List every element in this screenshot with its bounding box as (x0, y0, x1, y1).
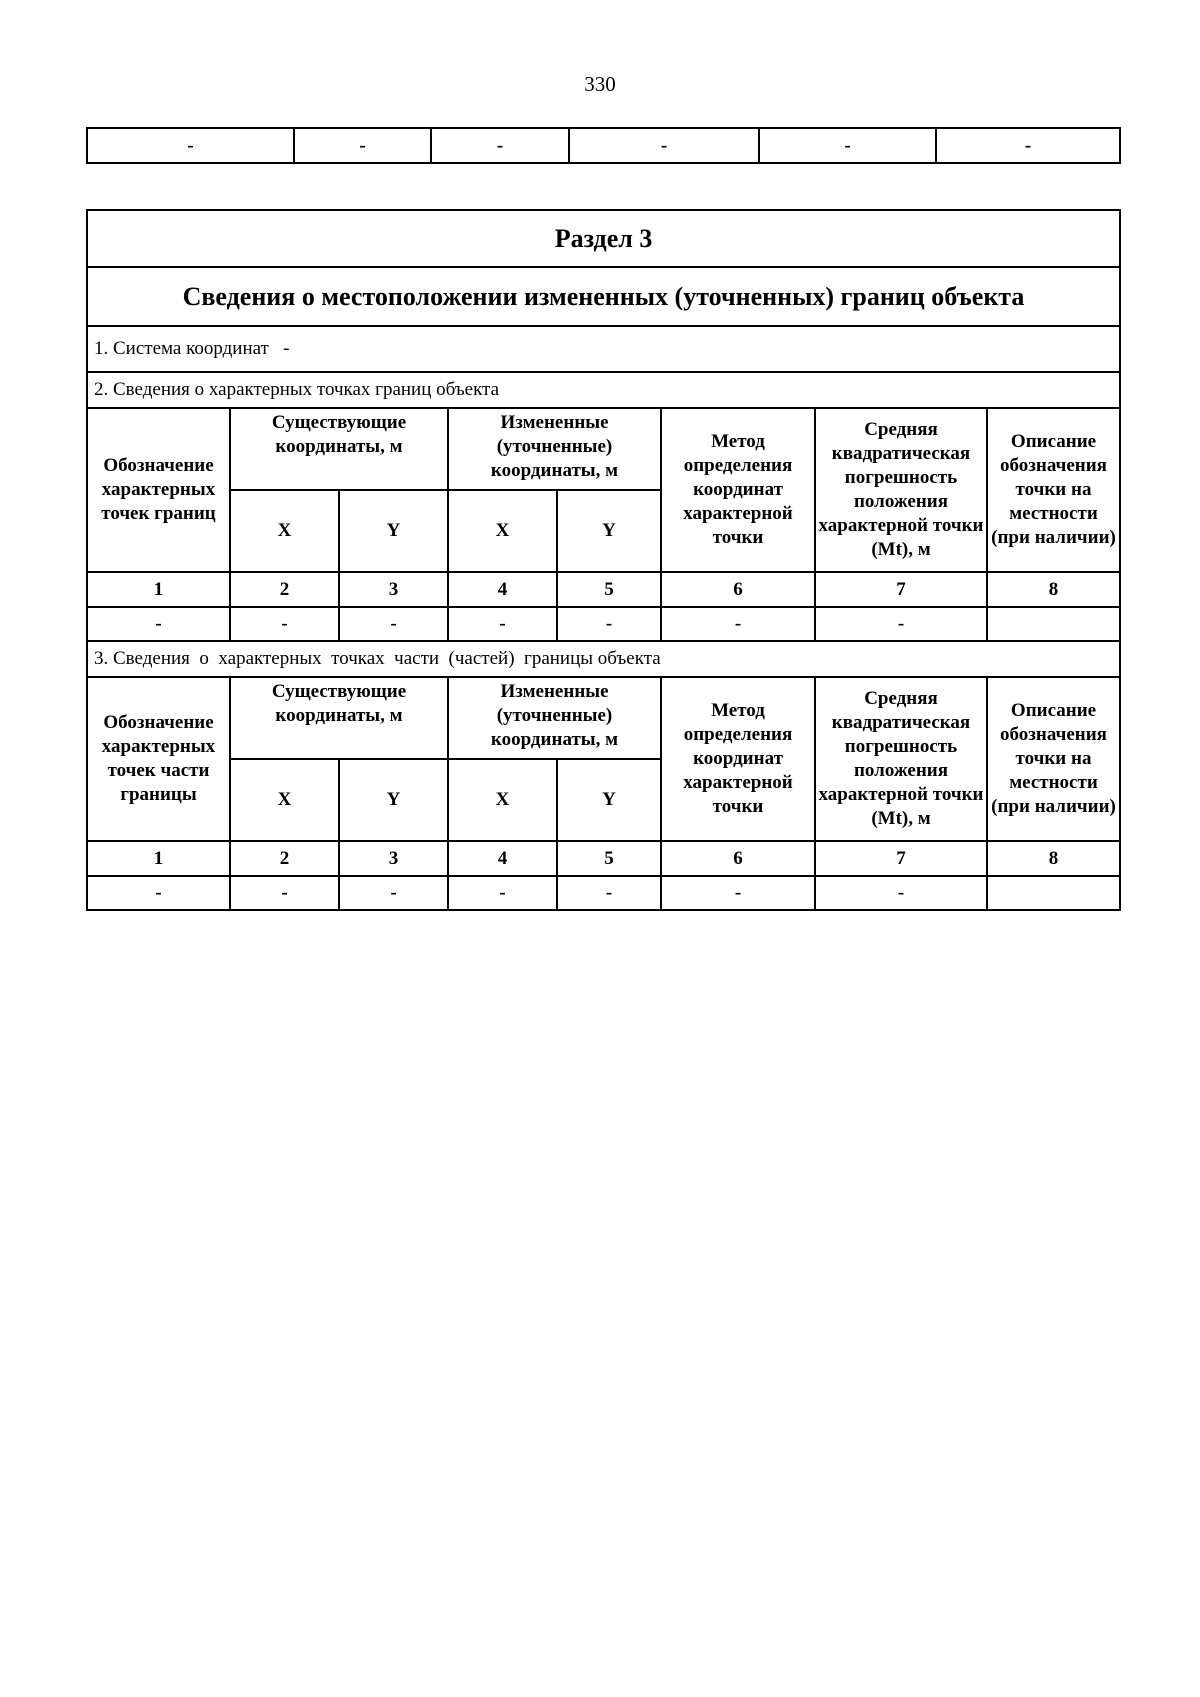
table2-number-row (87, 841, 1120, 876)
table1-number-row (87, 572, 1120, 607)
table1-changed-header: Измененные (уточненные) координаты, м (448, 408, 661, 490)
cell: - (87, 128, 294, 163)
block2-title: 3. Сведения о характерных точках части (частей) границы объекта (87, 641, 1120, 677)
table-cell: - (661, 876, 815, 910)
column-number: 5 (557, 572, 661, 607)
block1-title-row (87, 372, 1120, 408)
column-number: 8 (987, 572, 1120, 607)
table-cell: - (87, 876, 230, 910)
table2-value-row (87, 876, 1120, 910)
table-cell: - (230, 607, 339, 641)
table-cell: - (815, 876, 987, 910)
continuation-table (86, 127, 1121, 164)
table-cell: - (661, 607, 815, 641)
column-number: 3 (339, 841, 448, 876)
cell: - (294, 128, 431, 163)
column-number: 7 (815, 841, 987, 876)
column-number: 6 (661, 572, 815, 607)
table1-error-header: Средняя квадратическая погрешность положения характерной точки (Mt), м (815, 408, 987, 572)
table-cell: - (87, 607, 230, 641)
table2-x1-header: X (230, 759, 339, 841)
cell: - (936, 128, 1120, 163)
column-number: 8 (987, 841, 1120, 876)
table-cell: - (448, 876, 557, 910)
column-number: 2 (230, 572, 339, 607)
section-title-row (87, 210, 1120, 267)
table1-col1-header: Обозначение характерных точек границ (87, 408, 230, 572)
table2-changed-header: Измененные (уточненные) координаты, м (448, 677, 661, 759)
coord-system-text: 1. Система координат - (87, 326, 1120, 372)
table-cell: - (557, 876, 661, 910)
block2-title-row (87, 641, 1120, 677)
column-number: 7 (815, 572, 987, 607)
table1-method-header: Метод определения координат характерной точки (661, 408, 815, 572)
table2-desc-header: Описание обозначения точки на местности (при наличии) (987, 677, 1120, 841)
table-cell: - (815, 607, 987, 641)
column-number: 4 (448, 572, 557, 607)
table2-error-header: Средняя квадратическая погрешность положения характерной точки (Mt), м (815, 677, 987, 841)
table-cell: - (557, 607, 661, 641)
section-subtitle-row (87, 267, 1120, 326)
table2-header-row (87, 677, 1120, 759)
table-row (87, 128, 1120, 163)
table-cell: - (339, 607, 448, 641)
table1-y2-header: Y (557, 490, 661, 572)
table2-y2-header: Y (557, 759, 661, 841)
column-number: 5 (557, 841, 661, 876)
column-number: 1 (87, 572, 230, 607)
column-number: 2 (230, 841, 339, 876)
table-cell: - (448, 607, 557, 641)
cell: - (569, 128, 759, 163)
table1-header-row (87, 408, 1120, 490)
table-cell (987, 607, 1120, 641)
table2-col1-header: Обозначение характерных точек части границы (87, 677, 230, 841)
section-subtitle: Сведения о местоположении измененных (уточненных) границ объекта (87, 267, 1120, 326)
table1-value-row (87, 607, 1120, 641)
block1-title: 2. Сведения о характерных точках границ объекта (87, 372, 1120, 408)
table2-x2-header: X (448, 759, 557, 841)
section-title: Раздел 3 (87, 210, 1120, 267)
table2-existing-header: Существующие координаты, м (230, 677, 448, 759)
table-cell: - (230, 876, 339, 910)
column-number: 4 (448, 841, 557, 876)
table2-y1-header: Y (339, 759, 448, 841)
table-cell (987, 876, 1120, 910)
table1-x1-header: X (230, 490, 339, 572)
table-cell: - (339, 876, 448, 910)
cell: - (759, 128, 936, 163)
table1-desc-header: Описание обозначения точки на местности (при наличии) (987, 408, 1120, 572)
table1-x2-header: X (448, 490, 557, 572)
page-number: 330 (584, 72, 616, 96)
column-number: 1 (87, 841, 230, 876)
coord-system-row (87, 326, 1120, 372)
column-number: 6 (661, 841, 815, 876)
section-3-table (86, 209, 1121, 911)
table1-existing-header: Существующие координаты, м (230, 408, 448, 490)
column-number: 3 (339, 572, 448, 607)
table2-method-header: Метод определения координат характерной точки (661, 677, 815, 841)
table1-y1-header: Y (339, 490, 448, 572)
cell: - (431, 128, 569, 163)
